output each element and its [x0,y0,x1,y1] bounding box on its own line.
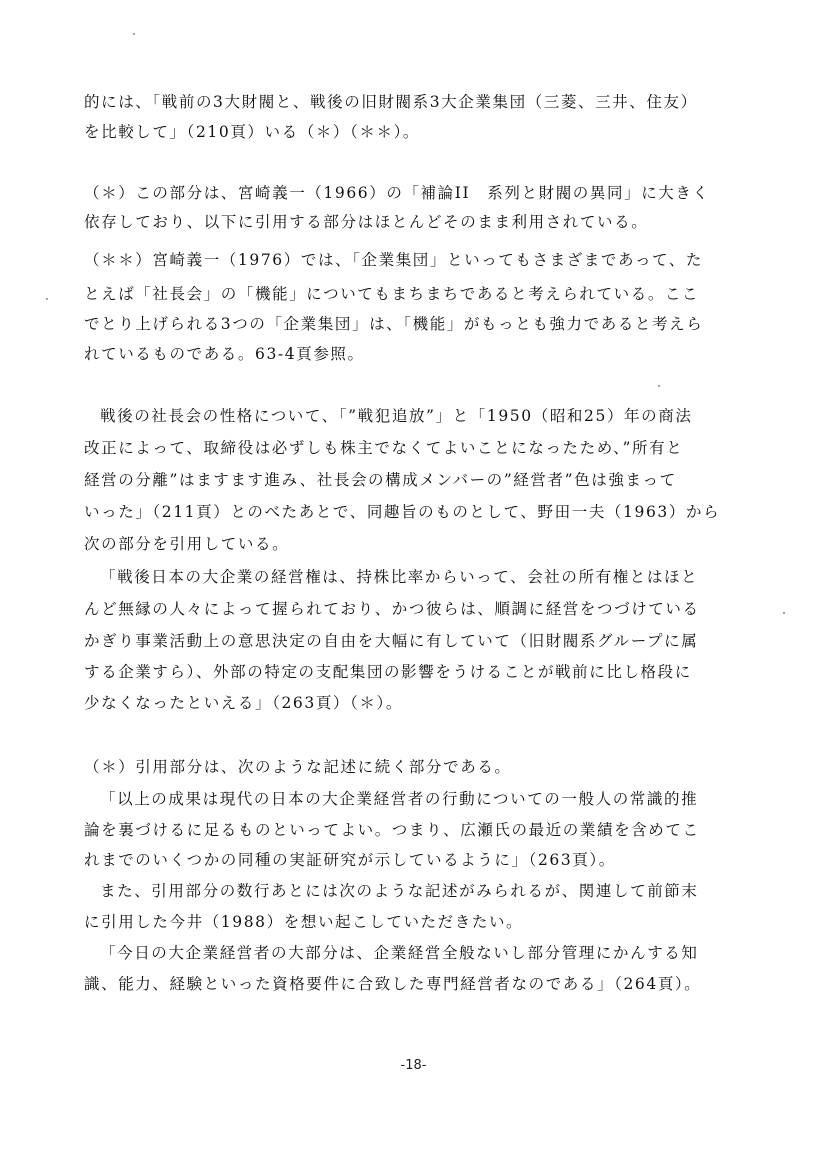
footnote-line: 依存しており、以下に引用する部分はほとんどそのまま利用されている。 [84,213,649,231]
quote-line: れまでのいくつかの同種の実証研究が示しているように」（263頁）。 [84,851,616,869]
quote-line: 識、能力、経験といった資格要件に合致した専門経営者なのである」（264頁）。 [84,975,702,993]
page-number: -18- [400,1058,427,1073]
footnote-line: とえば「社長会」の「機能」についてもまちまちであると考えられている。ここ [84,285,700,303]
text-line: また、引用部分の数行あとには次のような記述がみられるが、関連して前節末 [100,882,699,900]
footnote-line: （＊＊）宮崎義一（1976）では、「企業集団」といってもさまざまであって、た [84,251,704,269]
quote-line: 「戦後日本の大企業の経営権は、持株比率からいって、会社の所有権とはほと [100,568,699,586]
quote-line: 「今日の大企業経営者の大部分は、企業経営全般ないし部分管理にかんする知 [100,944,699,962]
footnote-line: （＊）この部分は、宮崎義一（1966）の「補論II 系列と財閥の異同」に大きく [84,184,710,202]
text-line: 次の部分を引用している。 [84,535,290,553]
scan-speck [133,33,135,35]
scan-speck [658,385,660,387]
quote-line: 論を裏づけるに足るものといってよい。つまり、広瀬氏の最近の業績を含めてこ [84,821,700,839]
quote-line: 「以上の成果は現代の日本の大企業経営者の行動についての一般人の常識的推 [100,790,699,808]
text-line: 戦後の社長会の性格について、「”戦犯追放”」と「1950（昭和25）年の商法 [100,407,693,425]
text-line: 改正によって、取締役は必ずしも株主でなくてよいことになったため、”所有と [84,439,684,457]
text-line: を比較して」（210頁）いる（＊）（＊＊）。 [84,123,421,141]
scan-speck [46,298,48,300]
quote-line: かぎり事業活動上の意思決定の自由を大幅に有していて（旧財閥系グループに属 [84,632,699,650]
quote-line: んど無縁の人々によって握られており、かつ彼らは、順調に経営をつづけている [84,600,700,618]
footnote-line: れているものである。63-4頁参照。 [84,345,365,363]
quote-line: する企業すら）、外部の特定の支配集団の影響をうけることが戦前に比し格段に [84,663,692,681]
text-line: 経営の分離”はますます進み、社長会の構成メンバーの”経営者”色は強まって [84,471,677,489]
scan-speck [783,612,785,614]
footnote-line: でとり上げられる3つの「企業集団」は、「機能」がもっとも強力であると考えら [84,315,704,333]
quote-line: 少なくなったといえる」（263頁）（＊）。 [84,694,403,712]
footnote-line: （＊）引用部分は、次のような記述に続く部分である。 [84,758,512,776]
text-line: 的には、「戦前の3大財閥と、戦後の旧財閥系3大企業集団（三菱、三井、住友） [84,93,698,111]
text-line: いった」（211頁）とのべたあとで、同趣旨のものとして、野田一夫（1963）から [84,503,721,521]
text-line: に引用した今井（1988）を想い起こしていただきたい。 [84,913,524,931]
